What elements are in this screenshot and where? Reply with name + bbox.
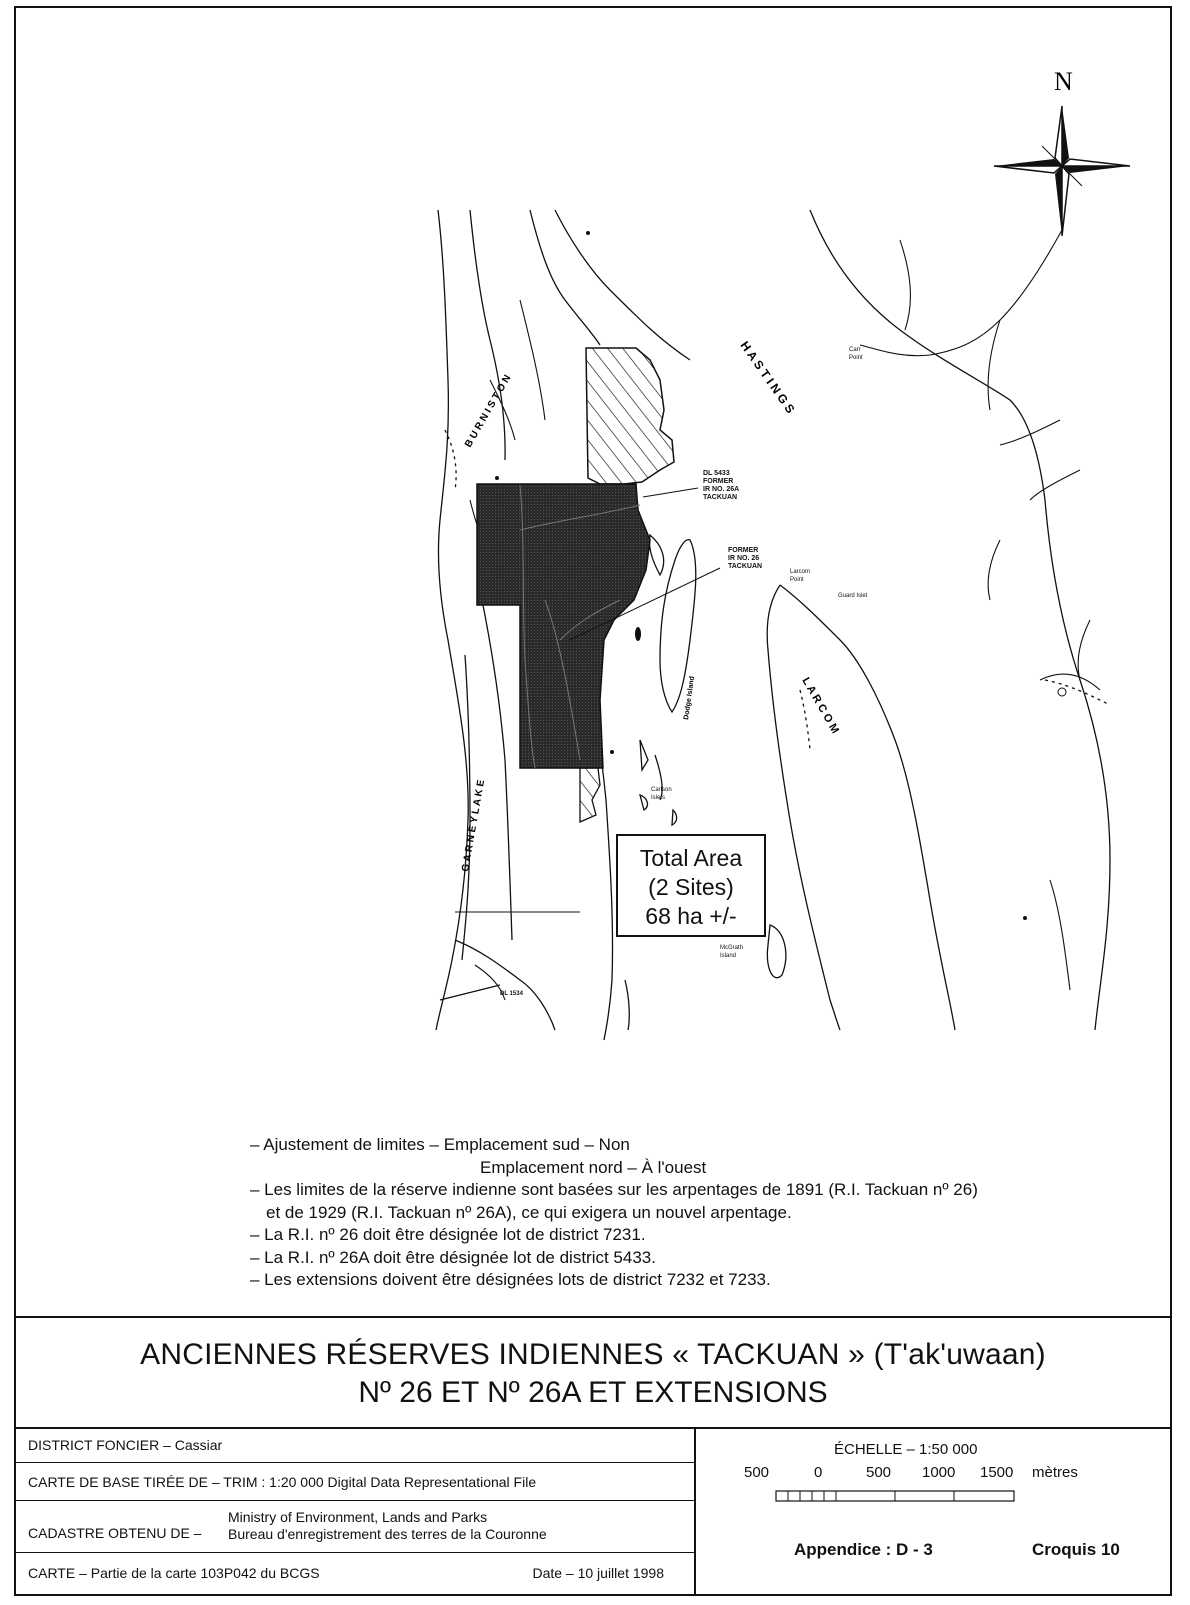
north-arrow-icon: [994, 106, 1130, 236]
scale-title: ÉCHELLE – 1:50 000: [834, 1441, 978, 1458]
scale-tick-label: 1000: [922, 1464, 956, 1481]
base-map-text: CARTE DE BASE TIRÉE DE – TRIM : 1:20 000 Digital Data Representational File: [28, 1474, 537, 1490]
label-mcgrath-island: McGrath Island: [720, 945, 744, 959]
notes: [250, 1134, 1130, 1292]
burniston-range-label: B U R N I S T O N: [463, 373, 514, 450]
district-text: DISTRICT FONCIER – Cassiar: [28, 1437, 223, 1453]
label-carr-point: Carr Point: [849, 347, 863, 361]
scale-tick-label: 1500: [980, 1464, 1014, 1481]
hastings-arm-label: H A S T I N G S: [737, 338, 798, 416]
larcom-label: L A R C O M: [799, 675, 842, 736]
leader-line-dl5433: [643, 488, 698, 497]
north-label: N: [1054, 67, 1073, 96]
dodge-island-label: Dodge Island: [683, 675, 697, 721]
label-guard-islet: Guard Islet: [838, 593, 868, 599]
label-dl5433: DL 5433 FORMER IR NO. 26A TACKUAN: [703, 470, 740, 501]
note-line: – La R.I. nº 26 doit être désignée lot de district 7231.: [250, 1225, 646, 1244]
note-line: – Les limites de la réserve indienne sont basées sur les arpentages de 1891 (R.I. Tackuan nº 26): [250, 1180, 978, 1199]
district-row: [14, 1427, 694, 1463]
title-line1: ANCIENNES RÉSERVES INDIENNES « TACKUAN » (T'ak'uwaan): [140, 1338, 1046, 1371]
total-area-box: [616, 834, 766, 937]
label-former-ir26: FORMER IR NO. 26 TACKUAN: [728, 547, 763, 570]
scale-unit: mètres: [1032, 1464, 1078, 1481]
carte-text: CARTE – Partie de la carte 103P042 du BCGS: [28, 1565, 320, 1581]
title-block: [14, 1316, 1172, 1429]
appendix-label: Appendice : D - 3: [794, 1540, 933, 1559]
cadastre-sources: [228, 1509, 547, 1543]
base-map-row: [14, 1463, 694, 1501]
info-left-panel: [14, 1427, 696, 1596]
scale-tick-label: 500: [744, 1464, 770, 1481]
note-line: et de 1929 (R.I. Tackuan nº 26A), ce qui exigera un nouvel arpentage.: [266, 1202, 792, 1222]
garney-lake-label: G A R N E Y L A K E: [460, 779, 488, 873]
label-carlson-islets: Carlson Islets: [651, 787, 672, 801]
note-line: – Ajustement de limites – Emplacement sud – Non: [250, 1135, 630, 1154]
cadastre-label: CADASTRE OBTENU DE –: [28, 1525, 202, 1541]
former-reserve-parcels: [477, 484, 650, 768]
scale-tick-label: 0: [814, 1464, 823, 1481]
note-line: – Les extensions doivent être désignées lots de district 7232 et 7233.: [250, 1270, 771, 1289]
label-larcom-point: Larcom Point: [790, 569, 811, 583]
cadastre-row: [14, 1501, 694, 1553]
total-area-line3: 68 ha +/-: [645, 903, 737, 929]
scale-tick-label: 500: [866, 1464, 892, 1481]
note-line: – La R.I. nº 26A doit être désignée lot de district 5433.: [250, 1247, 656, 1267]
scale-bar: [775, 1489, 1019, 1505]
date-text: Date – 10 juillet 1998: [532, 1565, 664, 1581]
total-area-line1: Total Area: [639, 845, 743, 871]
cadastre-source-1: Ministry of Environment, Lands and Parks: [228, 1509, 488, 1525]
carte-row: [14, 1553, 694, 1596]
label-dl1534: DL 1534: [500, 991, 523, 997]
hatched-extension-north: [586, 348, 674, 484]
total-area-line2: (2 Sites): [648, 874, 734, 900]
note-line: Emplacement nord – À l'ouest: [480, 1157, 707, 1177]
hatched-extension-south: [580, 768, 600, 822]
cadastre-source-2: Bureau d'enregistrement des terres de la Couronne: [228, 1526, 547, 1542]
croquis-label: Croquis 10: [1032, 1540, 1120, 1559]
info-block: [14, 1427, 1172, 1596]
title-line2: Nº 26 ET Nº 26A ET EXTENSIONS: [358, 1376, 828, 1409]
